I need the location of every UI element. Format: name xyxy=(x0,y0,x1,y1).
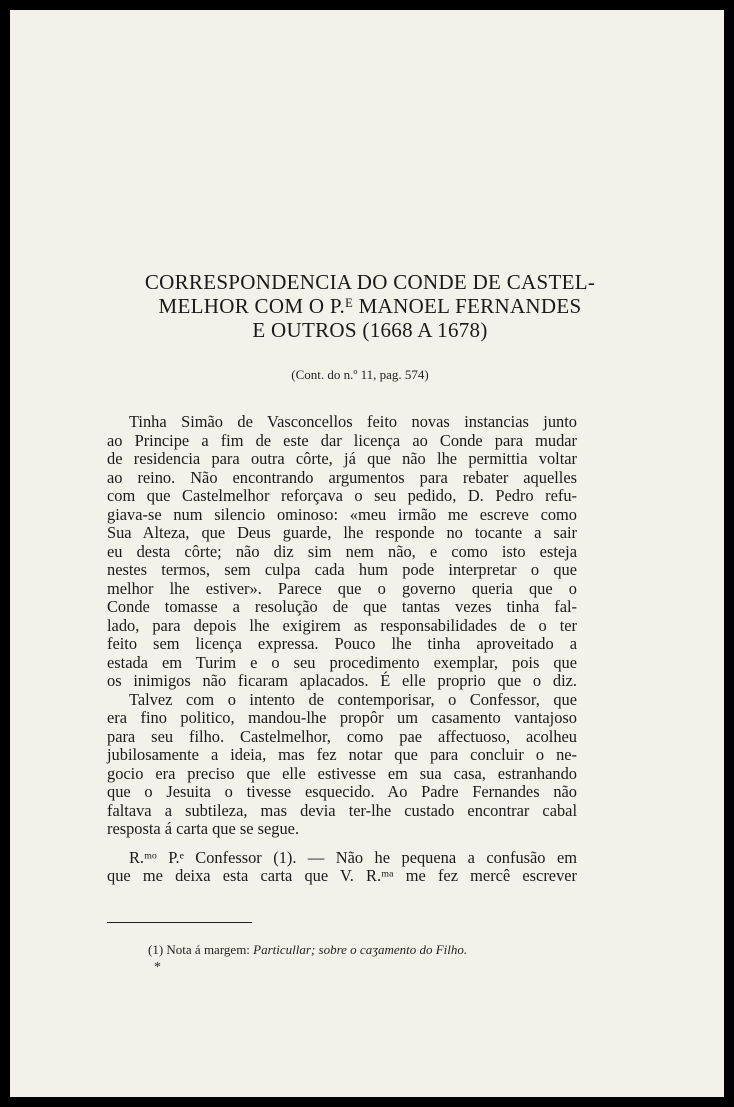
text-line: os inimigos não ficaram aplacados. É elle proprio que o diz. xyxy=(107,671,577,690)
text-line: que o Jesuita o tivesse esquecido. Ao Padre Fernandes não xyxy=(107,782,577,801)
title-line-1: CORRESPONDENCIA DO CONDE DE CASTEL- xyxy=(144,270,596,294)
text-line: jubilosamente a ideia, mas fez notar que para concluir o ne- xyxy=(107,745,577,764)
footnote-divider xyxy=(107,922,252,923)
text-line: de residencia para outra côrte, já que não lhe permittia voltar xyxy=(107,449,577,468)
text-line: melhor lhe estiver». Parece que o governo queria que o xyxy=(107,578,577,598)
paragraph-3 xyxy=(107,849,577,886)
text-line: gocio era preciso que elle estivesse em sua casa, estranhando xyxy=(107,763,577,783)
text-line: R.ᵐᵒ P.ᵉ Confessor (1). — Não he pequena a confusão em xyxy=(129,847,577,867)
page-title xyxy=(90,270,650,342)
text-line: Talvez com o intento de contemporisar, o Confessor, que xyxy=(129,689,577,709)
text-line: para seu filho. Castelmelhor, como pae affectuoso, acolheu xyxy=(107,726,577,746)
body-text xyxy=(107,413,577,886)
text-line: era fino politico, mandou-lhe propôr um casamento vantajoso xyxy=(107,708,577,727)
text-line: que me deixa esta carta que V. R.ᵐᵃ me fez mercê escrever xyxy=(107,866,577,885)
text-line: Tinha Simão de Vasconcellos feito novas instancias junto xyxy=(129,412,577,431)
text-line: resposta á carta que se segue. xyxy=(107,819,300,838)
paragraph-1 xyxy=(107,413,577,691)
text-line: ao reino. Não encontrando argumentos para rebater aquelles xyxy=(107,467,577,487)
text-line: Conde tomasse a resolução de que tantas vezes tinha fal- xyxy=(107,597,577,616)
footnote xyxy=(148,942,568,958)
text-line: Sua Alteza, que Deus guarde, lhe responde no tocante a sair xyxy=(107,523,577,542)
paragraph-2 xyxy=(107,691,577,839)
footnote-prefix: (1) Nota á margem: xyxy=(148,942,254,957)
title-line-3: E OUTROS (1668 A 1678) xyxy=(252,318,488,342)
text-line: ao Principe a fim de este dar licença ao Conde para mudar xyxy=(107,430,577,450)
title-line-2: MELHOR COM O P.ᴱ MANOEL FERNANDES xyxy=(158,294,582,318)
text-line: nestes termos, sem culpa cada hum pode interpretar o que xyxy=(107,560,577,579)
footnote-text: Particullar; sobre o caʒamento do Filho. xyxy=(253,942,468,957)
text-line: lado, para depois lhe exigirem as responsabilidades de o ter xyxy=(107,615,577,635)
text-line: estada em Turim e o seu procedimento exemplar, pois que xyxy=(107,652,577,672)
continuation-note: (Cont. do n.º 11, pag. 574) xyxy=(291,367,429,382)
text-line: faltava a subtileza, mas devia ter-lhe custado encontrar cabal xyxy=(107,800,577,820)
text-line: com que Castelmelhor reforçava o seu pedido, D. Pedro refu- xyxy=(107,486,577,505)
asterisk-mark: * xyxy=(154,960,161,975)
text-line: feito sem licença expressa. Pouco lhe tinha aproveitado a xyxy=(107,634,577,653)
document-page xyxy=(10,10,724,1097)
text-line: giava-se num silencio ominoso: «meu irmão me escreve como xyxy=(107,504,577,524)
text-line: eu desta côrte; não diz sim nem não, e como isto esteja xyxy=(107,541,577,561)
